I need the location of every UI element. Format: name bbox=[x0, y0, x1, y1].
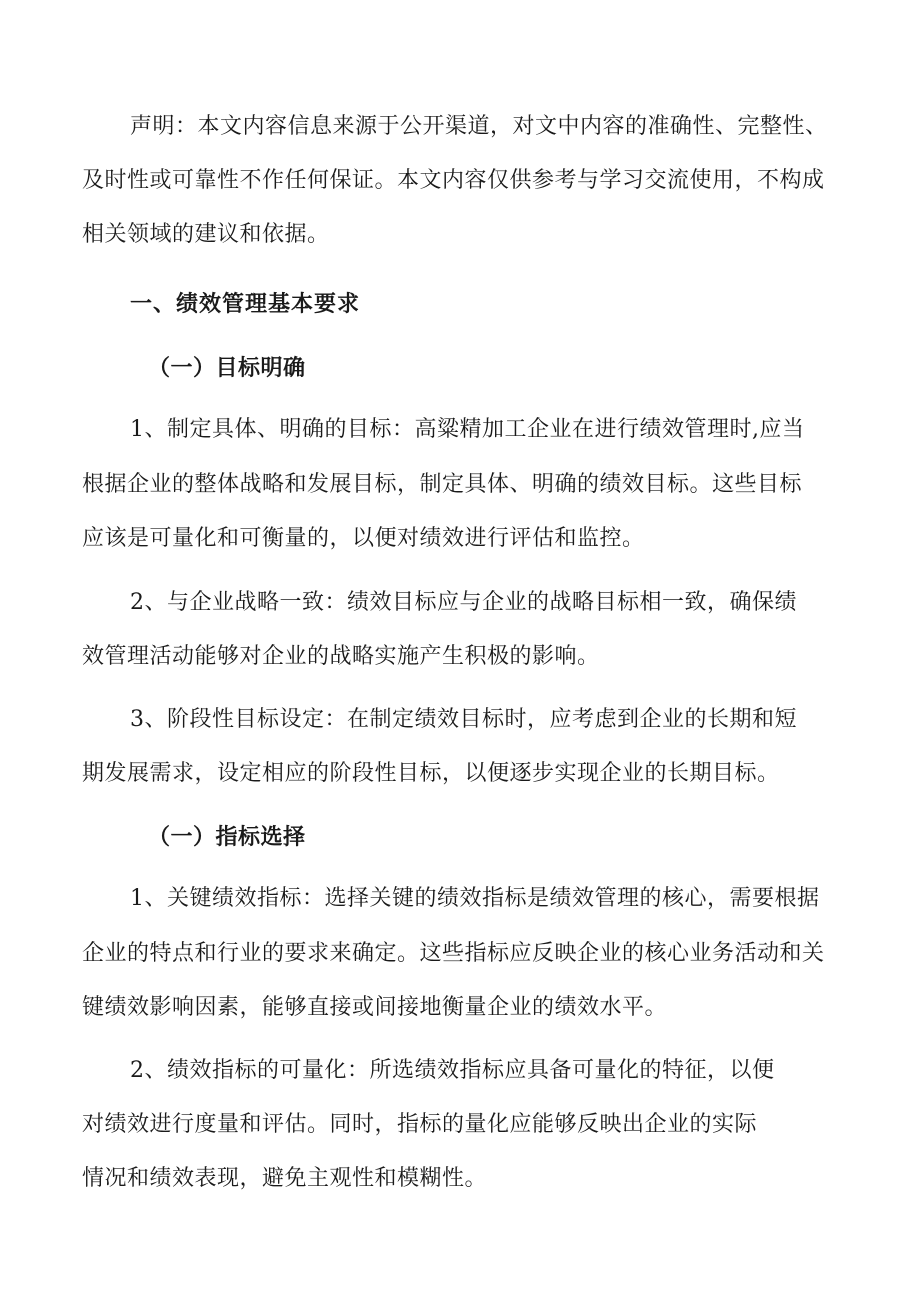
paragraph-line: 3、阶段性目标设定：在制定绩效目标时，应考虑到企业的长期和短 bbox=[130, 707, 797, 732]
paragraph-line: 对绩效进行度量和评估。同时，指标的量化应能够反映出企业的实际 bbox=[82, 1112, 758, 1137]
paragraph-line: 2、与企业战略一致：绩效目标应与企业的战略目标相一致，确保绩 bbox=[130, 590, 797, 615]
subsection-heading: （一）指标选择 bbox=[148, 824, 306, 850]
paragraph-line: 1、制定具体、明确的目标：高粱精加工企业在进行绩效管理时,应当 bbox=[130, 417, 805, 442]
paragraph-line: 效管理活动能够对企业的战略实施产生积极的影响。 bbox=[82, 644, 600, 669]
disclaimer-line: 相关领域的建议和依据。 bbox=[82, 222, 330, 247]
paragraph-line: 期发展需求，设定相应的阶段性目标，以便逐步实现企业的长期目标。 bbox=[82, 761, 780, 786]
disclaimer-line: 及时性或可靠性不作任何保证。本文内容仅供参考与学习交流使用，不构成 bbox=[82, 168, 825, 193]
paragraph-line: 根据企业的整体战略和发展目标，制定具体、明确的绩效目标。这些目标 bbox=[82, 472, 803, 497]
subsection-heading: （一）目标明确 bbox=[148, 355, 306, 381]
paragraph-line: 情况和绩效表现，避免主观性和模糊性。 bbox=[82, 1166, 488, 1191]
disclaimer-line: 声明：本文内容信息来源于公开渠道，对文中内容的准确性、完整性、 bbox=[130, 114, 828, 139]
paragraph-line: 2、绩效指标的可量化：所选绩效指标应具备可量化的特征，以便 bbox=[130, 1058, 775, 1083]
section-heading: 一、绩效管理基本要求 bbox=[130, 292, 361, 317]
paragraph-line: 键绩效影响因素，能够直接或间接地衡量企业的绩效水平。 bbox=[82, 995, 668, 1020]
paragraph-line: 1、关键绩效指标：选择关键的绩效指标是绩效管理的核心，需要根据 bbox=[130, 886, 820, 911]
paragraph-line: 企业的特点和行业的要求来确定。这些指标应反映企业的核心业务活动和关 bbox=[82, 941, 825, 966]
paragraph-line: 应该是可量化和可衡量的，以便对绩效进行评估和监控。 bbox=[82, 526, 645, 551]
